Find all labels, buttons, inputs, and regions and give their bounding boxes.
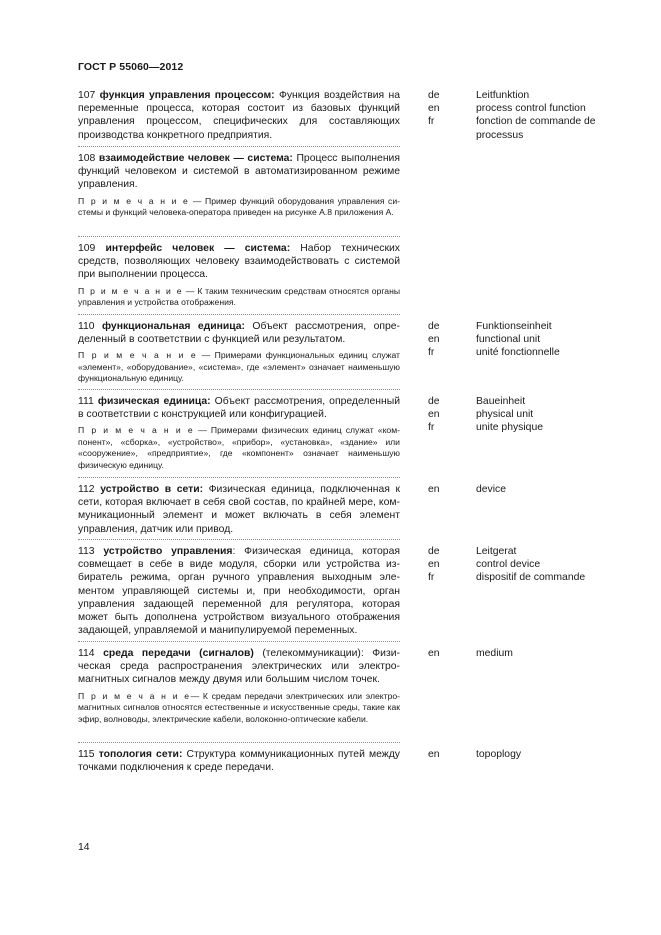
term-definition: 111 физическая единица: Объект рассмотрения, определенный в соответствии с конструкцией или конфигурацией. [78, 396, 401, 421]
term-name: взаимодействие человек — система: [98, 153, 293, 164]
term-equivalents-107: de Leitfunktion en process control function fr fonction de commande de processus [428, 90, 596, 141]
term-note: П р и м е ч а н и е — К таким техническим средствам относятся органы управления и устройства отображения. [78, 285, 401, 308]
term-entry-107 [78, 89, 400, 142]
term-name: устройство управления [103, 546, 233, 557]
term-definition: 115 топология сети: Структура коммуникационных путей между точками подключения к среде передачи. [78, 749, 400, 774]
term-definition: 113 устройство управления: Физическая единица, которая совмещает в себе в виде модуля, сборки или устройства избиратель режима, орган ручного управления выходным элементом управляющей системы и, при необходимости, орган управления задающей переменной для регулятора, которая может быть дополнена устройством визуального отображения задающей, управляемой и манипулируемой переменных. [78, 546, 400, 637]
term-definition: 114 среда передачи (сигналов) (телекоммуникации): Физическая среда распространения электрических или электромагнитных сигналов между двумя или большим числом точек. [78, 648, 401, 686]
term-entry-111 [78, 395, 400, 471]
term-note: П р и м е ч а н и е — Примерами функциональных единиц служат «элемент», «оборудование», «система», где «элемент» означает наименьшую функциональную единицу. [78, 350, 400, 384]
entry-separator [78, 314, 400, 315]
entry-separator [78, 236, 400, 237]
term-equivalents-113: de Leitgerat en control device fr dispositif de commande [428, 546, 586, 584]
entry-separator [78, 641, 400, 642]
term-entry-110 [78, 320, 400, 385]
document-header: ГОСТ Р 55060—2012 [78, 61, 184, 73]
term-name: физическая единица: [97, 396, 211, 407]
term-note: П р и м е ч а н и е— К средам передачи электрических или электромагнитных сигналов относятся естественные и искусственные среды, такие как эфир, волноводы, электрические кабели, волоконно-оптические кабели. [78, 690, 400, 724]
term-entry-109 [78, 242, 400, 309]
term-equivalents-115: en topoplogy [428, 749, 522, 760]
entry-separator [78, 477, 400, 478]
term-name: среда передачи (сигналов) [103, 648, 254, 659]
term-entry-113 [78, 545, 400, 637]
entry-separator [78, 742, 400, 743]
term-name: топология сети: [98, 749, 183, 760]
term-entry-115 [78, 748, 400, 774]
term-definition: 109 интерфейс человек — система: Набор технических средств, позволяющих человеку взаимодействовать с системой при выполнении процесса. [78, 243, 400, 281]
term-name: устройство в сети: [100, 484, 204, 495]
term-definition: 110 функциональная единица: Объект рассмотрения, определенный в соответствии с функцией или результатом. [78, 321, 401, 346]
page-number: 14 [78, 842, 90, 853]
entry-separator [78, 389, 400, 390]
term-name: функция управления процессом: [99, 90, 275, 101]
term-equivalents-112: en device [428, 484, 507, 495]
term-equivalents-110: de Funktionseinheit en functional unit fr unité fonctionnelle [428, 321, 560, 359]
term-name: функциональная единица: [101, 321, 246, 332]
term-entry-108 [78, 152, 400, 219]
term-note: П р и м е ч а н и е — Пример функций оборудования управления системы и функций человека-оператора приведен на рисунке А.8 приложения А. [78, 195, 401, 218]
term-definition: 107 функция управления процессом: Функция воздействия на переменные процесса, которая состоит из базовых функций управления процессом, специфических для составляющих производства конкретного предприятия. [78, 90, 400, 141]
entry-separator [78, 146, 400, 147]
term-entry-112 [78, 483, 400, 536]
entry-separator [78, 539, 400, 540]
term-name: интерфейс человек — система: [105, 243, 291, 254]
term-equivalents-114: en medium [428, 648, 513, 659]
term-note: П р и м е ч а н и е — Примерами физических единиц служат «компонент», «сборка», «устройство», «прибор», «установка», «здание» или «сооружение», «предприятие», где «компонент» означает наименьшую физическую единицу. [78, 425, 400, 470]
term-equivalents-111: de Baueinheit en physical unit fr unite physique [428, 396, 544, 434]
term-definition: 112 устройство в сети: Физическая единица, подключенная к сети, которая включает в себя свой состав, по крайней мере, коммуникационный элемент и может включать в себя элемент управления, датчик или привод. [78, 484, 401, 535]
term-definition: 108 взаимодействие человек — система: Процесс выполнения функций человеком и системой в автоматизированном режиме управления. [78, 153, 400, 191]
term-entry-114 [78, 647, 400, 725]
